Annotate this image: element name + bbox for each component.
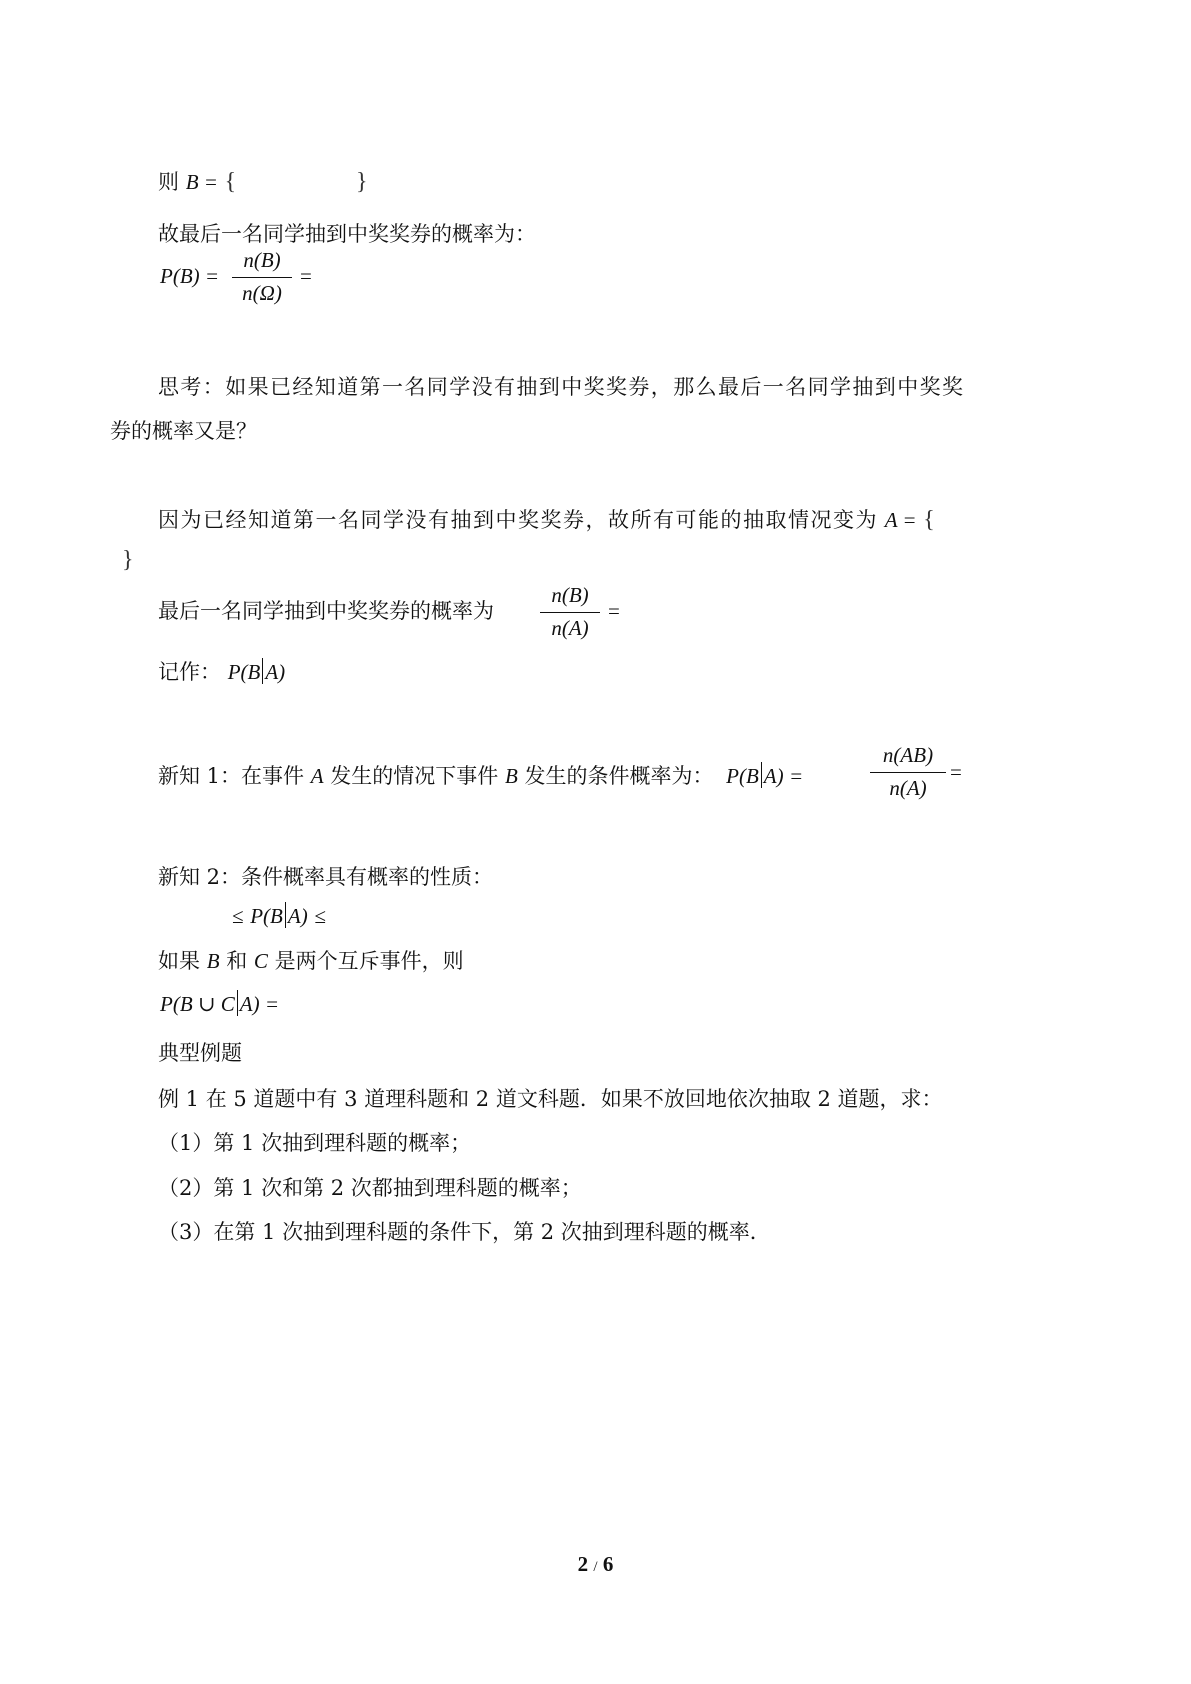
given-bar [761,762,762,788]
because-line [158,508,935,532]
fraction-bar [540,612,600,613]
new1-label: 新知 1：在事件 [158,764,305,788]
given-bar [237,990,238,1016]
ineq-a: A) [287,904,308,928]
example-1-statement: 例 1 在 5 道题中有 3 道理科题和 2 道文科题．如果不放回地依次抽取 2 道题，求： [158,1087,943,1111]
new1-numerator: n(AB) [882,743,934,767]
ineq-le-2: ≤ [314,904,326,928]
think-line-1: 思考：如果已经知道第一名同学没有抽到中奖奖券，那么最后一名同学抽到中奖奖 [158,375,965,399]
last-prob-numerator: n(B) [551,583,589,607]
new1-mid: 发生的情况下事件 [330,764,499,788]
ifbc-post: 是两个互斥事件，则 [274,949,464,973]
example-1-question-1: （1）第 1 次抽到理科题的概率； [158,1131,472,1155]
last-prob-fraction [540,585,600,639]
page-total: 6 [602,1552,614,1576]
prob-b-lhs: P(B) = [160,264,220,288]
ineq-le-1: ≤ [232,904,244,928]
new1-trailing-eq: = [950,760,962,784]
new1-event-b: B [504,764,518,788]
record-label: 记作： [158,660,221,684]
typical-examples-title: 典型例题 [158,1041,242,1065]
page-current: 2 [577,1552,589,1576]
ineq-p: P(B [250,904,283,928]
mutually-exclusive-line [158,951,464,972]
new-knowledge-1-line [158,762,802,788]
ifbc-and: 和 [226,949,248,973]
given-bar [262,658,263,684]
fraction-bar [870,772,946,773]
set-a-eq: A = [884,508,917,532]
new1-fraction [870,745,946,799]
new1-tail: 发生的条件概率为： [524,764,714,788]
ifbc-b: B [206,949,220,973]
set-b-eq: B = [185,170,218,194]
last-prob-denominator: n(A) [551,616,589,640]
union-formula [160,990,279,1016]
ifbc-pre: 如果 [158,949,200,973]
think-line-2: 券的概率又是？ [110,419,257,443]
new1-p: P(B [726,764,759,788]
record-p: P(B [227,660,261,684]
set-b-left-brace: { [224,169,237,195]
new1-event-a: A [310,764,324,788]
new1-a: A) [763,764,784,788]
union-p: P(B ∪ C [160,992,235,1016]
set-a-right-brace: } [122,547,134,573]
ifbc-c: C [253,949,268,973]
record-a: A) [265,660,286,684]
set-b-line [158,170,236,194]
prob-b-trailing-eq: = [300,264,312,288]
new1-denominator: n(A) [889,776,927,800]
inequality-line [232,902,326,928]
set-a-left-brace: { [923,507,935,533]
page-separator: / [593,1559,598,1575]
set-b-right-brace: } [356,169,368,195]
prob-b-fraction [232,250,292,304]
prob-b-formula [160,266,219,287]
new-knowledge-2-line: 新知 2：条件概率具有概率的性质： [158,865,494,889]
last-prob-text: 最后一名同学抽到中奖奖券的概率为 [158,599,494,623]
prob-intro-text: 故最后一名同学抽到中奖奖券的概率为： [158,222,536,246]
fraction-bar [232,277,292,278]
prob-b-denominator: n(Ω) [242,281,282,305]
last-prob-trailing-eq: = [608,599,620,623]
union-a: A) = [239,992,280,1016]
prob-b-numerator: n(B) [243,248,281,272]
new1-eq1: = [790,764,803,788]
set-b-prefix: 则 [158,170,179,194]
because-text: 因为已经知道第一名同学没有抽到中奖奖券，故所有可能的抽取情况变为 [158,508,878,532]
record-line [158,658,285,684]
example-1-question-3: （3）在第 1 次抽到理科题的条件下，第 2 次抽到理科题的概率． [158,1220,771,1244]
page-number [0,1552,1191,1577]
example-1-question-2: （2）第 1 次和第 2 次都抽到理科题的概率； [158,1176,582,1200]
given-bar [285,902,286,928]
